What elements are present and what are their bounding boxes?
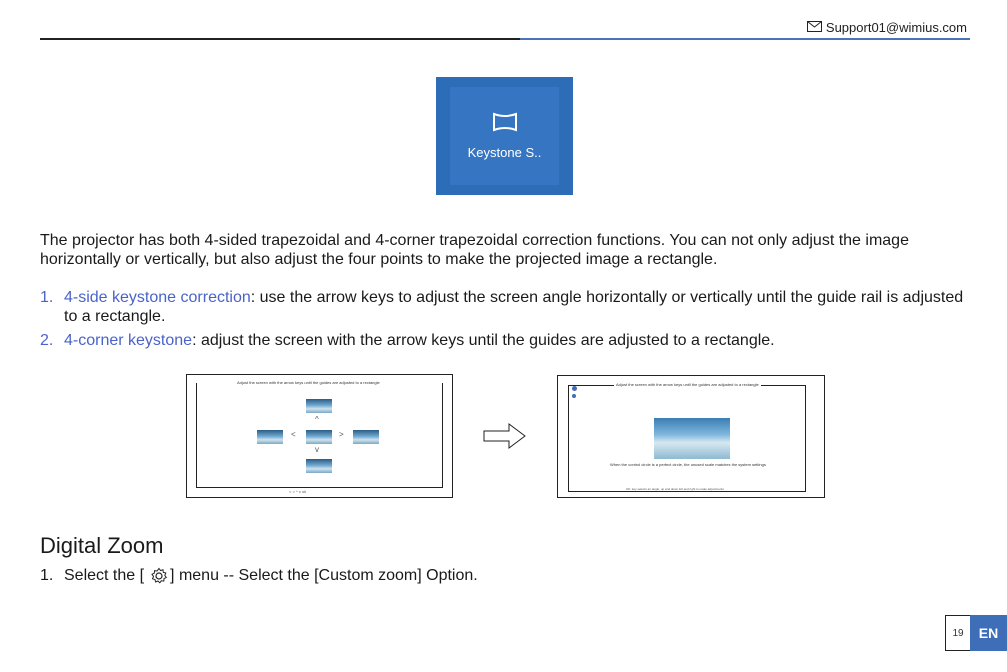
- chevron-down-icon: v: [315, 445, 319, 454]
- figure1-bottom-bar: < > ^ v ok: [289, 489, 307, 494]
- preview-thumb-right: [353, 430, 379, 444]
- figure-4corner-keystone: [557, 375, 825, 498]
- keystone-list: [40, 288, 975, 355]
- page-number: 19: [945, 615, 971, 651]
- preview-thumb-left: [257, 430, 283, 444]
- figure-4side-keystone: [186, 374, 453, 498]
- intro-paragraph: The projector has both 4-sided trapezoidal and 4-corner trapezoidal correction functions. You can not only adjust the image horizontally or vertically, but also adjust the four points to make the projected image a rectangle.: [40, 232, 909, 268]
- tile-label: Keystone S..: [467, 145, 542, 160]
- header-rule: [40, 38, 970, 40]
- section-title: Digital Zoom: [40, 533, 164, 558]
- right-arrow-icon: [483, 423, 527, 454]
- language-badge: EN: [970, 615, 1007, 651]
- header-email: [807, 20, 967, 35]
- chevron-right-icon: >: [339, 430, 344, 439]
- keystone-tile: [436, 77, 573, 195]
- step-item: 1. Select the [ ] menu -- Select the [Custom zoom] Option.: [40, 567, 478, 584]
- gear-icon: [150, 567, 168, 585]
- figure1-caption: Adjust the screen with the arrow keys until the guides are adjusted to a rectangle: [237, 380, 380, 385]
- list-item: 2. 4-corner keystone: adjust the screen with the arrow keys until the guides are adjusted to a rectangle.: [40, 332, 775, 349]
- chevron-left-icon: <: [291, 430, 296, 439]
- chevron-up-icon: ^: [315, 415, 319, 424]
- preview-thumb-bottom: [306, 459, 332, 473]
- preview-thumb-top: [306, 399, 332, 413]
- figure2-caption: Adjust the screen with the arrow keys until the guides are adjusted to a rectangle: [616, 382, 759, 387]
- preview-image: [654, 418, 730, 459]
- list-item: 1. 4-side keystone correction: use the arrow keys to adjust the screen angle horizontally or vertically until the guide rail is adjusted to a rectangle.: [40, 289, 964, 325]
- envelope-icon: [807, 20, 822, 35]
- preview-thumb-center: [306, 430, 332, 444]
- figure2-bottom-bar: OK: key selects an angle, up and down left and right to make adjustments: [626, 487, 724, 491]
- email-text: Support01@wimius.com: [825, 20, 967, 35]
- figure2-note: When the control circle is a perfect circle, the unused scale matches the system settings: [610, 462, 766, 467]
